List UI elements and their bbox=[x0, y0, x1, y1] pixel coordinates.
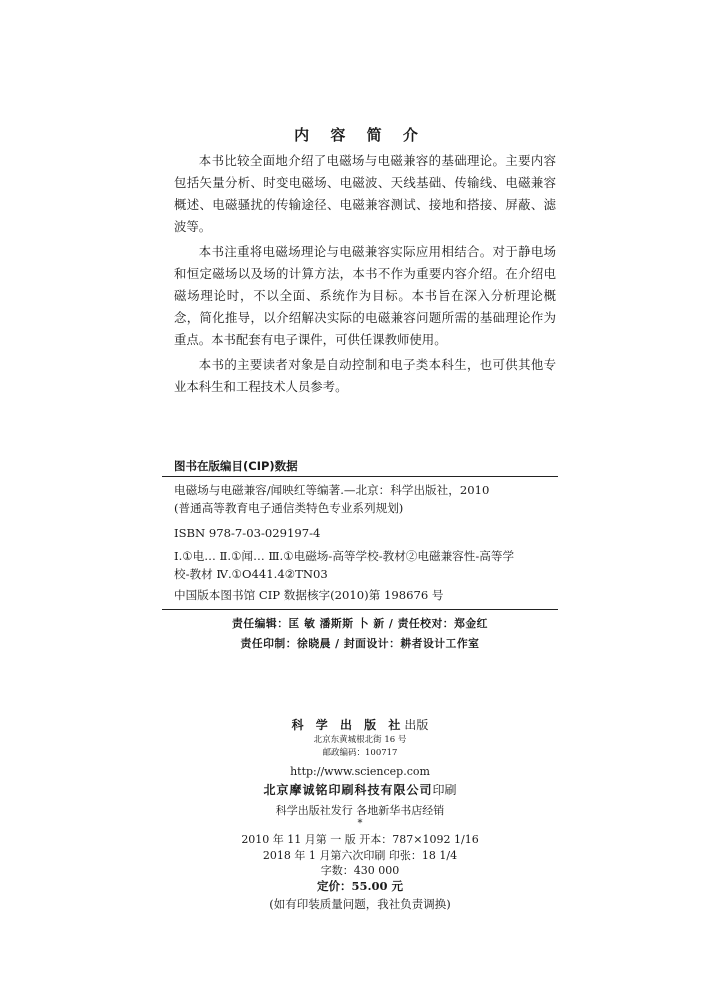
edition-line: 2010 年 11 月第 一 版 开本：787×1092 1/16 bbox=[241, 833, 479, 846]
cip-line: 电磁场与电磁兼容/闻映红等编著.—北京：科学出版社，2010 bbox=[174, 483, 490, 497]
cip-isbn: ISBN 978-7-03-029197-4 bbox=[174, 526, 321, 540]
cip-classification: 校-教材 Ⅳ.①O441.4②TN03 bbox=[174, 567, 328, 581]
cip-series: (普通高等教育电子通信类特色专业系列规划) bbox=[174, 501, 404, 515]
summary-paragraph: 本书注重将电磁场理论与电磁兼容实际应用相结合。对于静电场和恒定磁场以及场的计算方法，本书不作为重要内容介绍。在介绍电磁场理论时，不以全面、系统作为目标。本书旨在深入分析理论概念，简化推导，以介绍解决实际的电磁兼容问题所需的基础理论作为重点。本书配套有电子课件，可供任课教师使用。 bbox=[174, 244, 556, 347]
summary-body bbox=[174, 150, 556, 401]
quality-note: (如有印装质量问题，我社负责调换) bbox=[269, 897, 451, 911]
separator-star: * bbox=[357, 818, 363, 829]
cip-classification: Ⅰ.①电… Ⅱ.①闻… Ⅲ.①电磁场-高等学校-教材②电磁兼容性-高等学 bbox=[174, 549, 515, 563]
publisher-line bbox=[0, 716, 720, 733]
distribution-line: 科学出版社发行 各地新华书店经销 bbox=[275, 804, 445, 817]
publisher-brand: 科 学 出 版 社 bbox=[291, 718, 405, 732]
word-count: 字数：430 000 bbox=[320, 864, 400, 877]
printing-line: 2018 年 1 月第六次印刷 印张：18 1/4 bbox=[262, 849, 458, 862]
printer-line bbox=[0, 781, 720, 798]
printer-brand: 北京摩诚铭印刷科技有限公司 bbox=[263, 783, 433, 797]
publisher-url: http://www.sciencep.com bbox=[290, 765, 430, 778]
publisher-postcode: 邮政编码：100717 bbox=[322, 748, 398, 758]
summary-paragraph: 本书的主要读者对象是自动控制和电子类本科生，也可供其他专业本科生和工程技术人员参考。 bbox=[174, 357, 556, 394]
price: 定价：55.00 元 bbox=[316, 879, 403, 893]
production-credits: 责任印制：徐晓晨 / 封面设计：耕者设计工作室 bbox=[240, 637, 480, 650]
summary-paragraph: 本书比较全面地介绍了电磁场与电磁兼容的基础理论。主要内容包括矢量分析、时变电磁场、电磁波、天线基础、传输线、电磁兼容概述、电磁骚扰的传输途径、电磁兼容测试、接地和搭接、屏蔽、滤波等。 bbox=[174, 153, 556, 234]
publisher-address: 北京东黄城根北街 16 号 bbox=[313, 735, 407, 745]
printer-suffix: 印刷 bbox=[432, 783, 457, 797]
cip-record-number: 中国版本图书馆 CIP 数据核字(2010)第 198676 号 bbox=[174, 588, 444, 602]
summary-title: 内 容 简 介 bbox=[294, 126, 426, 144]
editor-credits: 责任编辑：匡 敏 潘斯斯 卜 新 / 责任校对：郑金红 bbox=[232, 617, 488, 630]
cip-heading: 图书在版编目(CIP)数据 bbox=[174, 459, 298, 473]
publisher-suffix: 出版 bbox=[404, 718, 429, 732]
